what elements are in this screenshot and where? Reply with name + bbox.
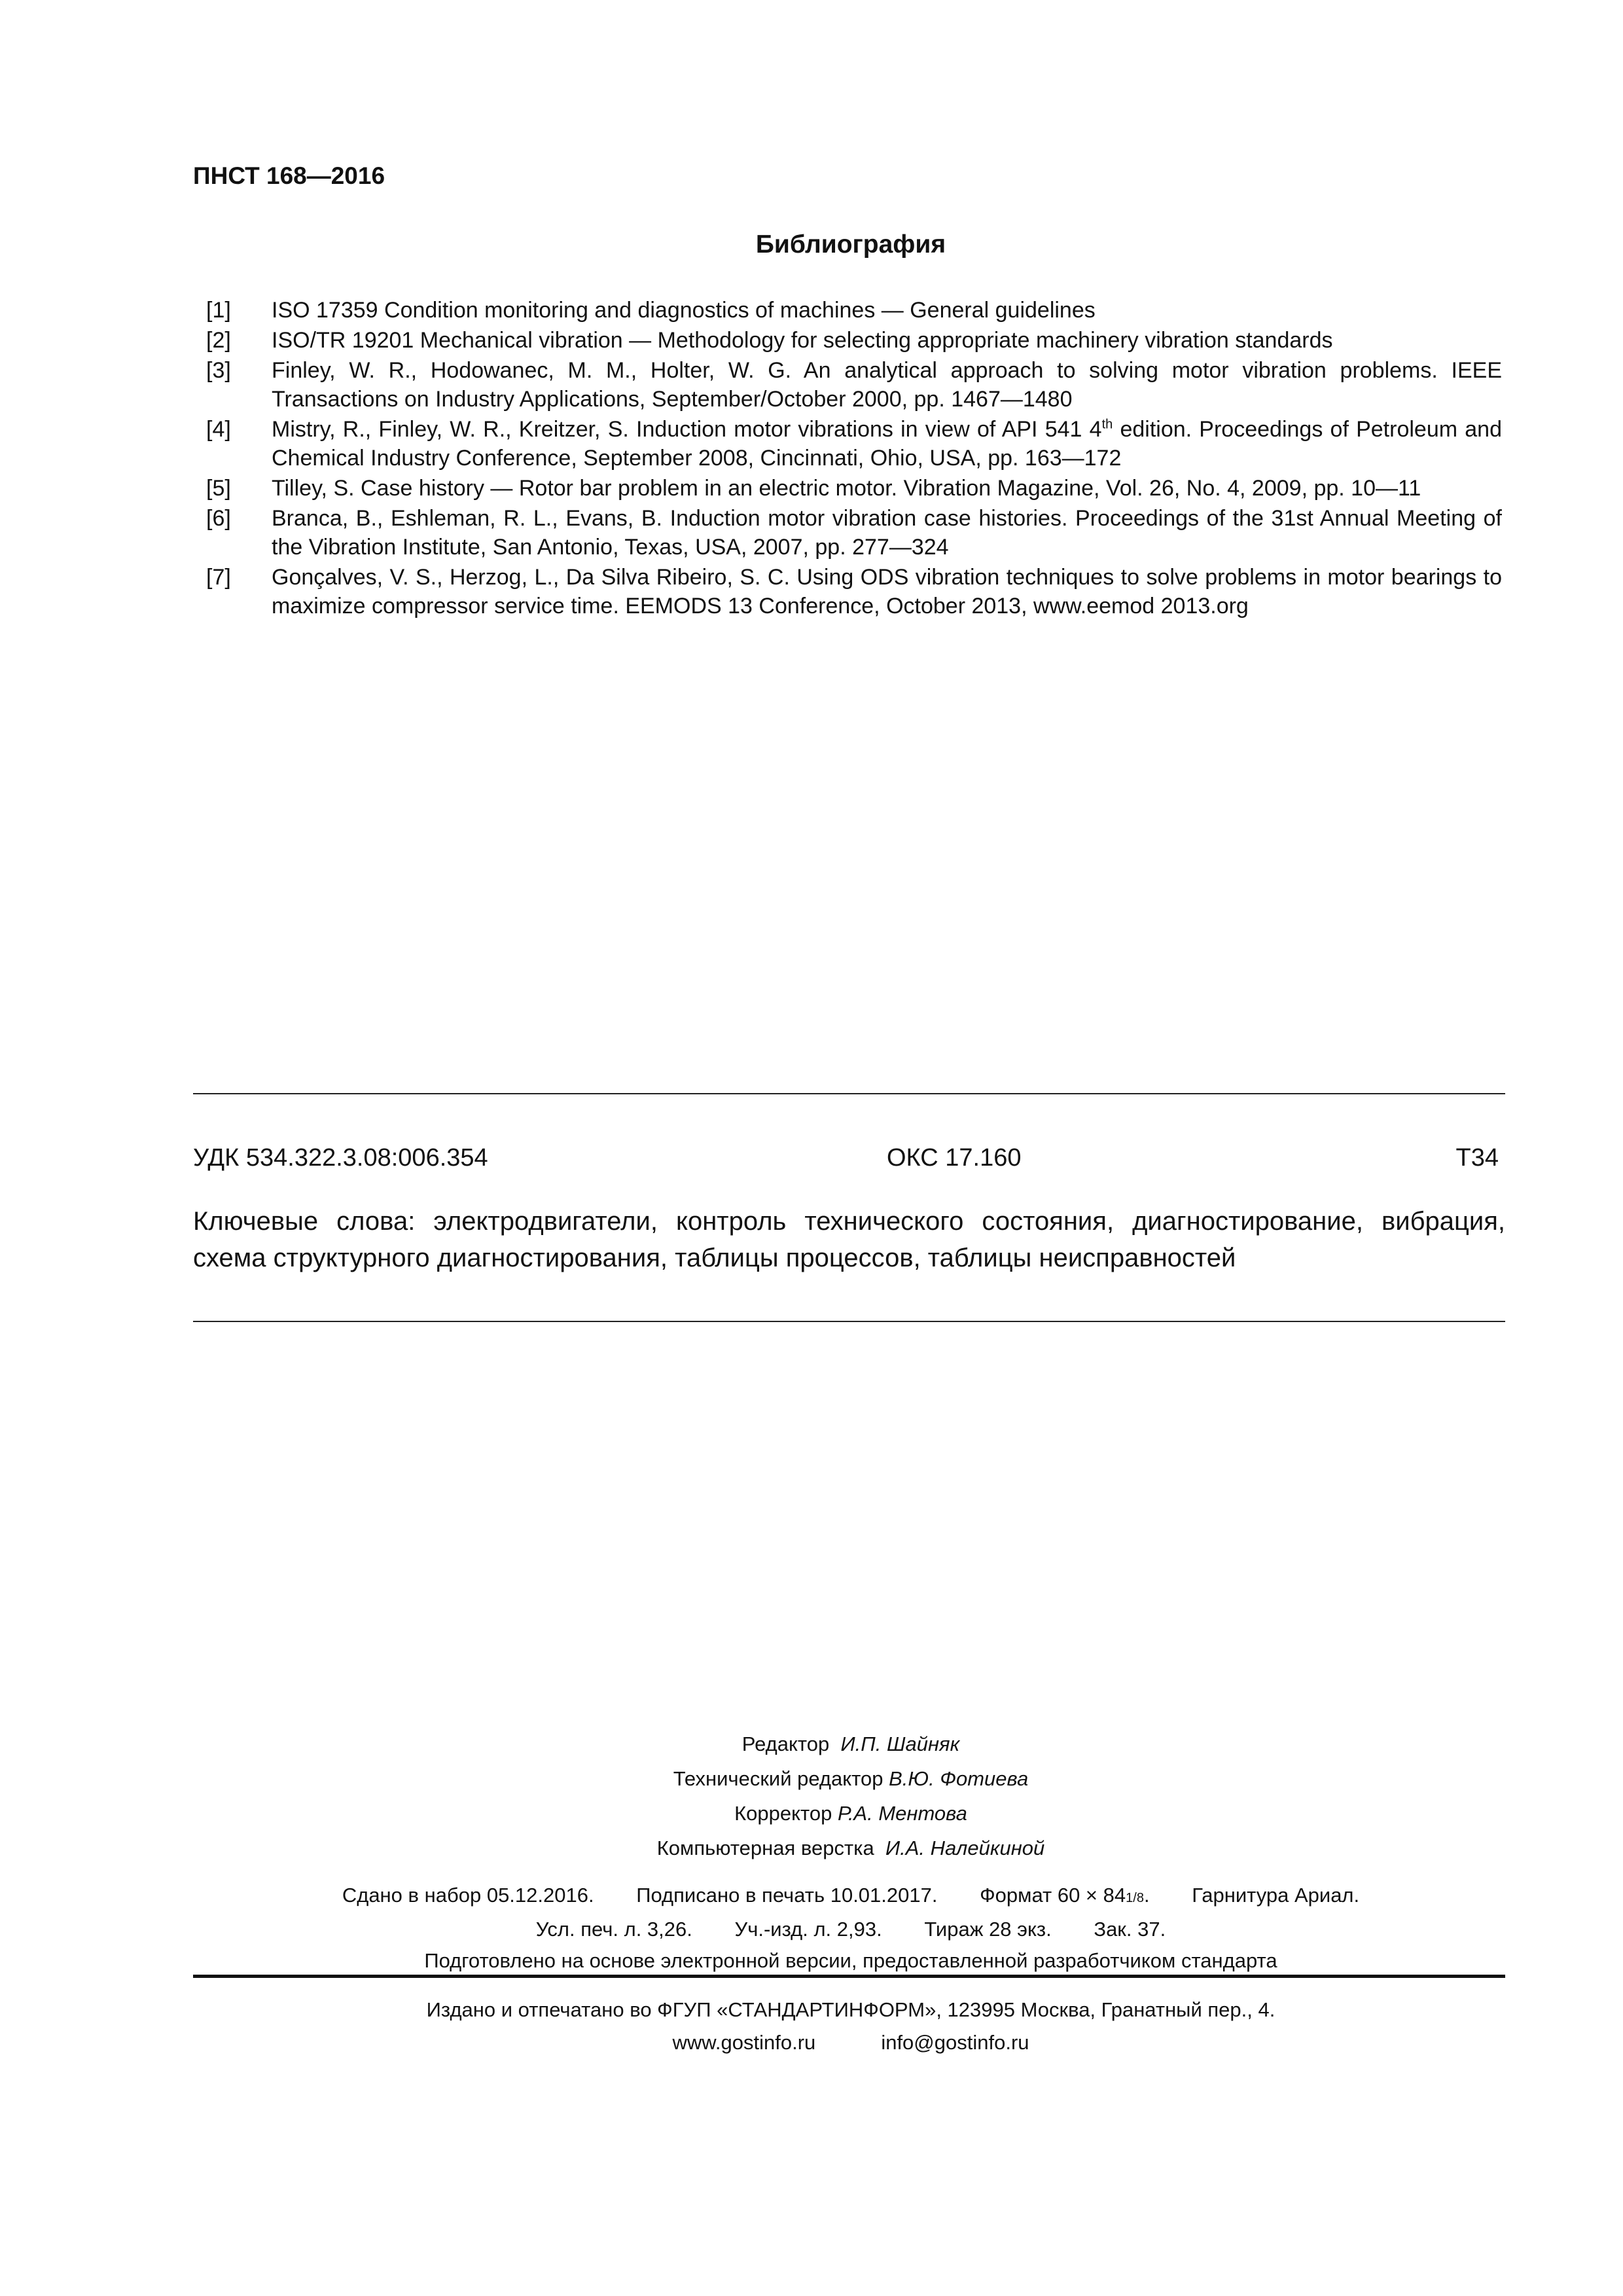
format-value: Формат 60 × 84	[980, 1884, 1126, 1907]
credit-name: В.Ю. Фотиева	[889, 1767, 1029, 1790]
divider-top	[193, 1093, 1505, 1094]
divider-bottom	[193, 1975, 1505, 1978]
keywords: Ключевые слова: электродвигатели, контроль технического состояния, диагностирование, вибрация, схема структурного диагностирования, таблицы процессов, таблицы неисправностей	[193, 1207, 1505, 1272]
bibliography-text-part: Mistry, R., Finley, W. R., Kreitzer, S. Induction motor vibrations in view of API 541 4	[272, 417, 1102, 442]
imprint-line-1	[0, 1880, 1623, 1914]
bibliography-item	[193, 474, 1502, 503]
credit-name: И.А. Налейкиной	[885, 1837, 1045, 1859]
imprint-block	[0, 1880, 1623, 1977]
format-fraction: 1/8	[1126, 1891, 1144, 1905]
publication-sheets: Уч.-изд. л. 2,93.	[734, 1918, 882, 1941]
submitted-date: Сдано в набор 05.12.2016.	[342, 1884, 594, 1907]
bibliography-item	[193, 356, 1502, 414]
publisher-block	[0, 1994, 1623, 2059]
typeface: Гарнитура Ариал.	[1192, 1884, 1360, 1907]
bibliography-item-text: ISO/TR 19201 Mechanical vibration — Methodology for selecting appropriate machinery vibration standards	[272, 328, 1333, 353]
print-run: Тираж 28 экз.	[924, 1918, 1052, 1941]
divider-middle	[193, 1321, 1505, 1322]
bibliography-item-text: Gonçalves, V. S., Herzog, L., Da Silva Ribeiro, S. C. Using ODS vibration techniques to solve problems in motor bearings to maximize compressor service time. EEMODS 13 Conference, October 2013, www.eemod 2013.org	[272, 565, 1502, 619]
bibliography-item-text	[272, 415, 1502, 473]
bibliography-item-text: Branca, B., Eshleman, R. L., Evans, B. Induction motor vibration case histories. Proceedings of the 31st Annual Meeting of the Vibration Institute, San Antonio, Texas, USA, 2007, pp. 277—324	[272, 506, 1502, 560]
bibliography-item-number: [1]	[206, 298, 231, 323]
email-link[interactable]: info@gostinfo.ru	[881, 2031, 1029, 2054]
publisher-contacts	[0, 2026, 1623, 2059]
credit-label: Компьютерная верстка	[656, 1837, 874, 1859]
credit-line-corrector	[0, 1796, 1623, 1831]
credit-line-editor	[0, 1727, 1623, 1761]
credit-line-tech-editor	[0, 1761, 1623, 1796]
imprint-line-3: Подготовлено на основе электронной версии, предоставленной разработчиком стандарта	[424, 1949, 1277, 1972]
bibliography-item-number: [3]	[206, 358, 231, 383]
bibliography-item	[193, 296, 1502, 325]
website-link[interactable]: www.gostinfo.ru	[672, 2031, 816, 2054]
bibliography-item-number: [4]	[206, 417, 231, 442]
credits-block	[0, 1727, 1623, 1865]
bibliography-title: Библиография	[755, 230, 946, 259]
signed-date: Подписано в печать 10.01.2017.	[636, 1884, 938, 1907]
bibliography-item-number: [7]	[206, 565, 231, 590]
udk-code: УДК 534.322.3.08:006.354	[193, 1144, 488, 1172]
credit-name: Р.А. Ментова	[837, 1802, 967, 1825]
superscript: th	[1101, 417, 1113, 432]
classification-row	[193, 1144, 1505, 1177]
bibliography-item-text: ISO 17359 Condition monitoring and diagnostics of machines — General guidelines	[272, 298, 1096, 323]
credit-label: Технический редактор	[673, 1767, 883, 1790]
imprint-line-2	[0, 1914, 1623, 1945]
credit-name: И.П. Шайняк	[840, 1732, 960, 1755]
document-code: ПНСТ 168—2016	[193, 162, 385, 189]
category-code: Т34	[1455, 1144, 1499, 1172]
credit-label: Редактор	[741, 1732, 830, 1755]
order-number: Зак. 37.	[1094, 1918, 1166, 1941]
bibliography-item	[193, 504, 1502, 562]
bibliography-text-part: edition. Proceedings of Petroleum and Chemical Industry Conference, September 2008, Cincinnati, Ohio, USA, pp. 163—172	[272, 417, 1502, 471]
credit-label: Корректор	[734, 1802, 832, 1825]
format: Формат 60 × 841/8.	[980, 1884, 1150, 1907]
bibliography-item-number: [2]	[206, 328, 231, 353]
bibliography-item-number: [6]	[206, 506, 231, 531]
bibliography-list	[193, 296, 1502, 622]
bibliography-item-text: Finley, W. R., Hodowanec, M. M., Holter, W. G. An analytical approach to solving motor vibration problems. IEEE Transactions on Industry Applications, September/October 2000, pp. 1467—1480	[272, 358, 1502, 412]
publisher-line: Издано и отпечатано во ФГУП «СТАНДАРТИНФОРМ», 123995 Москва, Гранатный пер., 4.	[426, 1998, 1275, 2021]
credit-line-layout	[0, 1831, 1623, 1865]
bibliography-item-number: [5]	[206, 476, 231, 501]
bibliography-item	[193, 326, 1502, 355]
bibliography-item-text: Tilley, S. Case history — Rotor bar problem in an electric motor. Vibration Magazine, Vol. 26, No. 4, 2009, pp. 10—11	[272, 476, 1421, 501]
print-sheets: Усл. печ. л. 3,26.	[535, 1918, 692, 1941]
bibliography-item	[193, 563, 1502, 620]
oks-code: ОКС 17.160	[887, 1144, 1022, 1172]
bibliography-item	[193, 415, 1502, 473]
